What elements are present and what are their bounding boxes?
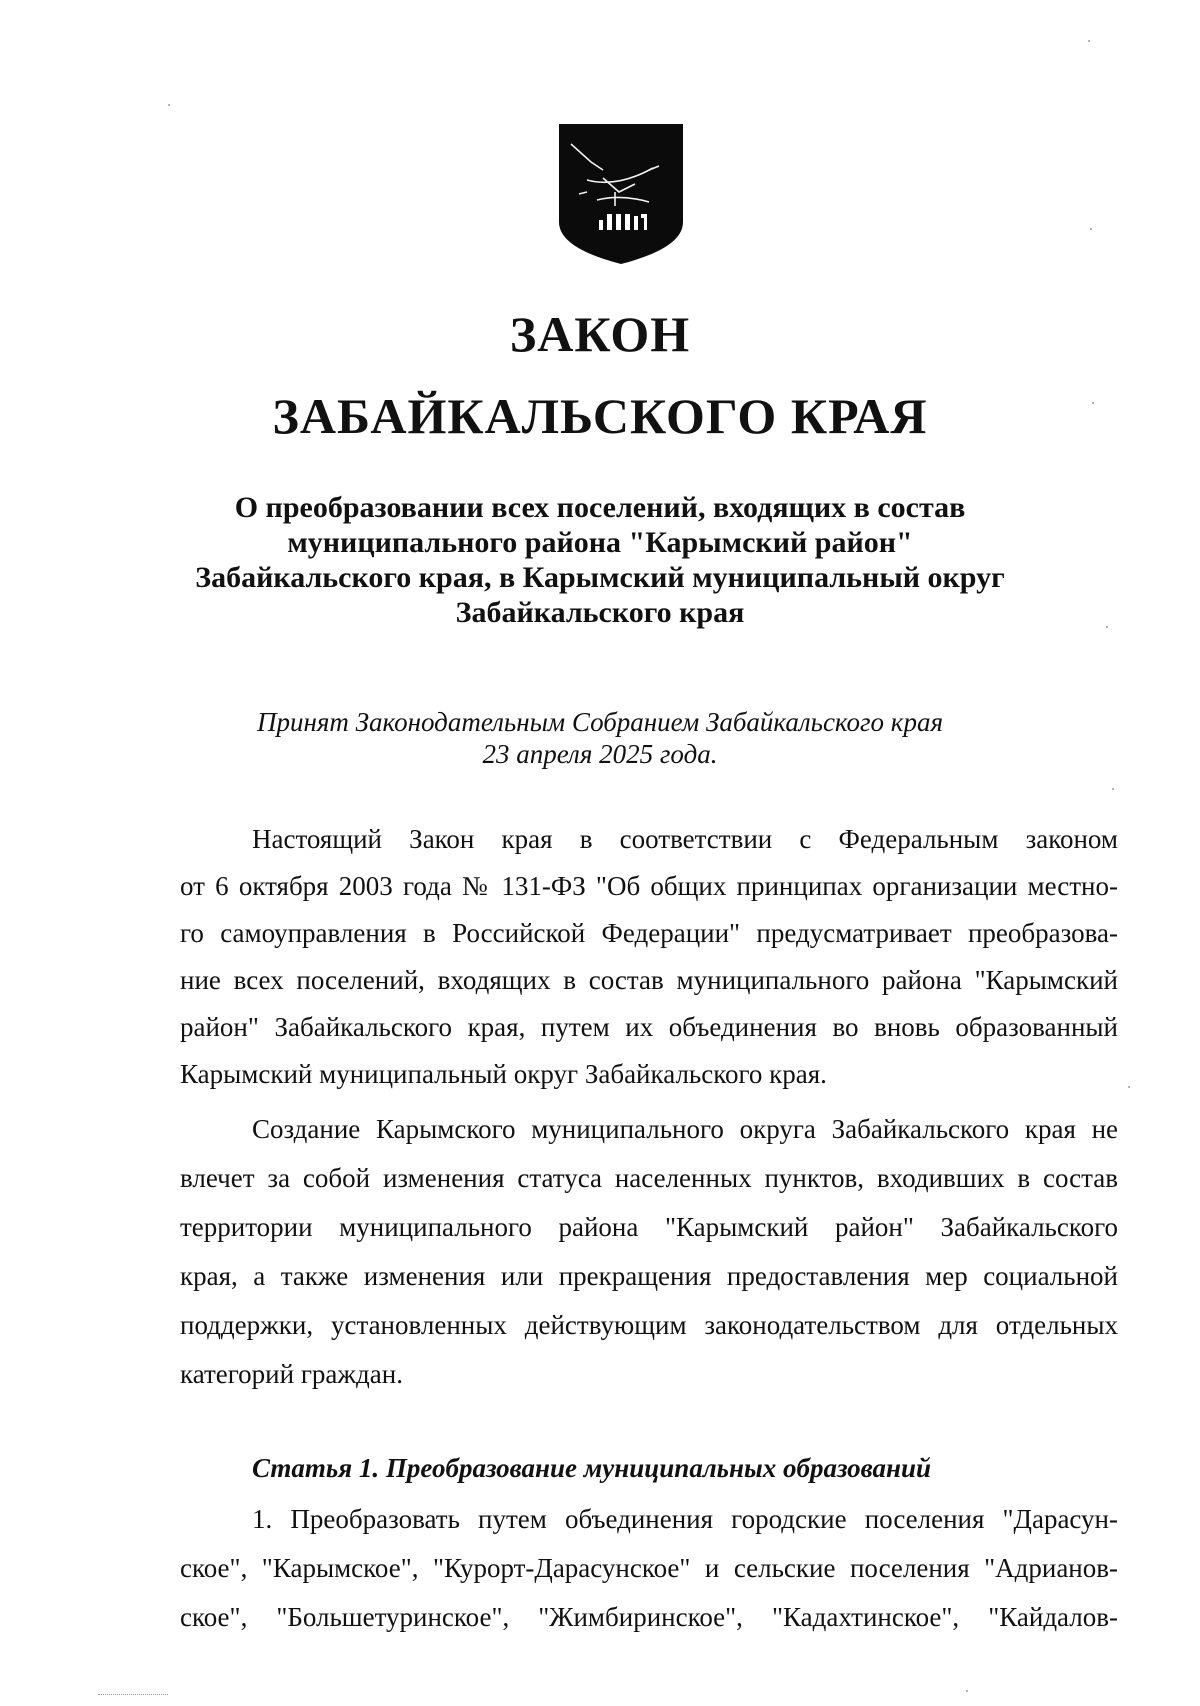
coat-of-arms-icon: [557, 122, 685, 266]
document-title: ЗАКОН: [509, 306, 691, 362]
paragraph-line: поддержки, установленных действующим законодательством для отдельных: [180, 1310, 1118, 1340]
law-subject: [130, 490, 1070, 630]
law-subject-line: О преобразовании всех поселений, входящих в состав: [234, 491, 966, 524]
paragraph-line: влечет за собой изменения статуса населенных пунктов, входивших в состав: [180, 1163, 1118, 1193]
paragraph-line: Создание Карымского муниципального округа Забайкальского края не: [252, 1114, 1118, 1144]
document-region-title: ЗАБАЙКАЛЬСКОГО КРАЯ: [272, 388, 928, 444]
paragraph-line: края, а также изменения или прекращения предоставления мер социальной: [180, 1261, 1118, 1291]
law-subject-line: муниципального района "Карымский район": [287, 526, 913, 559]
paragraph-line: категорий граждан.: [180, 1359, 403, 1389]
paragraph-line: район" Забайкальского края, путем их объединения во вновь образованный: [180, 1012, 1118, 1042]
scan-speck: [1088, 40, 1090, 42]
adoption-body: Принят Законодательным Собранием Забайкальского края: [256, 707, 943, 737]
paragraph-line: Карымский муниципальный округ Забайкальского края.: [180, 1059, 827, 1089]
emblem-shield-shape: [559, 124, 683, 264]
paragraph-line: Настоящий Закон края в соответствии с Федеральным законом: [252, 824, 1118, 854]
article-line: ское", "Карымское", "Курорт-Дарасунское" и сельские поселения "Адрианов-: [180, 1553, 1118, 1583]
scan-speck: [966, 1690, 968, 1692]
scan-speck: [1106, 626, 1108, 628]
adoption-note: [130, 706, 1070, 770]
paragraph-line: го самоуправления в Российской Федерации" предусматривает преобразова-: [180, 918, 1118, 948]
article-line: ское", "Большетуринское", "Жимбиринское", "Кадахтинское", "Кайдалов-: [180, 1602, 1118, 1632]
article-heading: Статья 1. Преобразование муниципальных образований: [252, 1453, 932, 1483]
paragraph-line: ние всех поселений, входящих в состав муниципального района "Карымский: [180, 965, 1118, 995]
paragraph-line: территории муниципального района "Карымский район" Забайкальского: [180, 1212, 1118, 1242]
law-subject-line: Забайкальского края: [455, 596, 745, 629]
article-line: 1. Преобразовать путем объединения городские поселения "Дарасун-: [252, 1504, 1118, 1534]
scan-speck: [1128, 1086, 1130, 1088]
scan-speck: [1092, 402, 1094, 404]
scan-speck: [1090, 228, 1092, 230]
law-subject-line: Забайкальского края, в Карымский муниципальный округ: [195, 561, 1005, 594]
scan-speck: [168, 104, 170, 106]
paragraph-line: от 6 октября 2003 года № 131-ФЗ "Об общих принципах организации местно-: [180, 871, 1118, 901]
scan-speck: [1112, 788, 1114, 790]
scan-artifact-line: [98, 1694, 168, 1695]
adoption-date: 23 апреля 2025 года.: [482, 739, 718, 769]
